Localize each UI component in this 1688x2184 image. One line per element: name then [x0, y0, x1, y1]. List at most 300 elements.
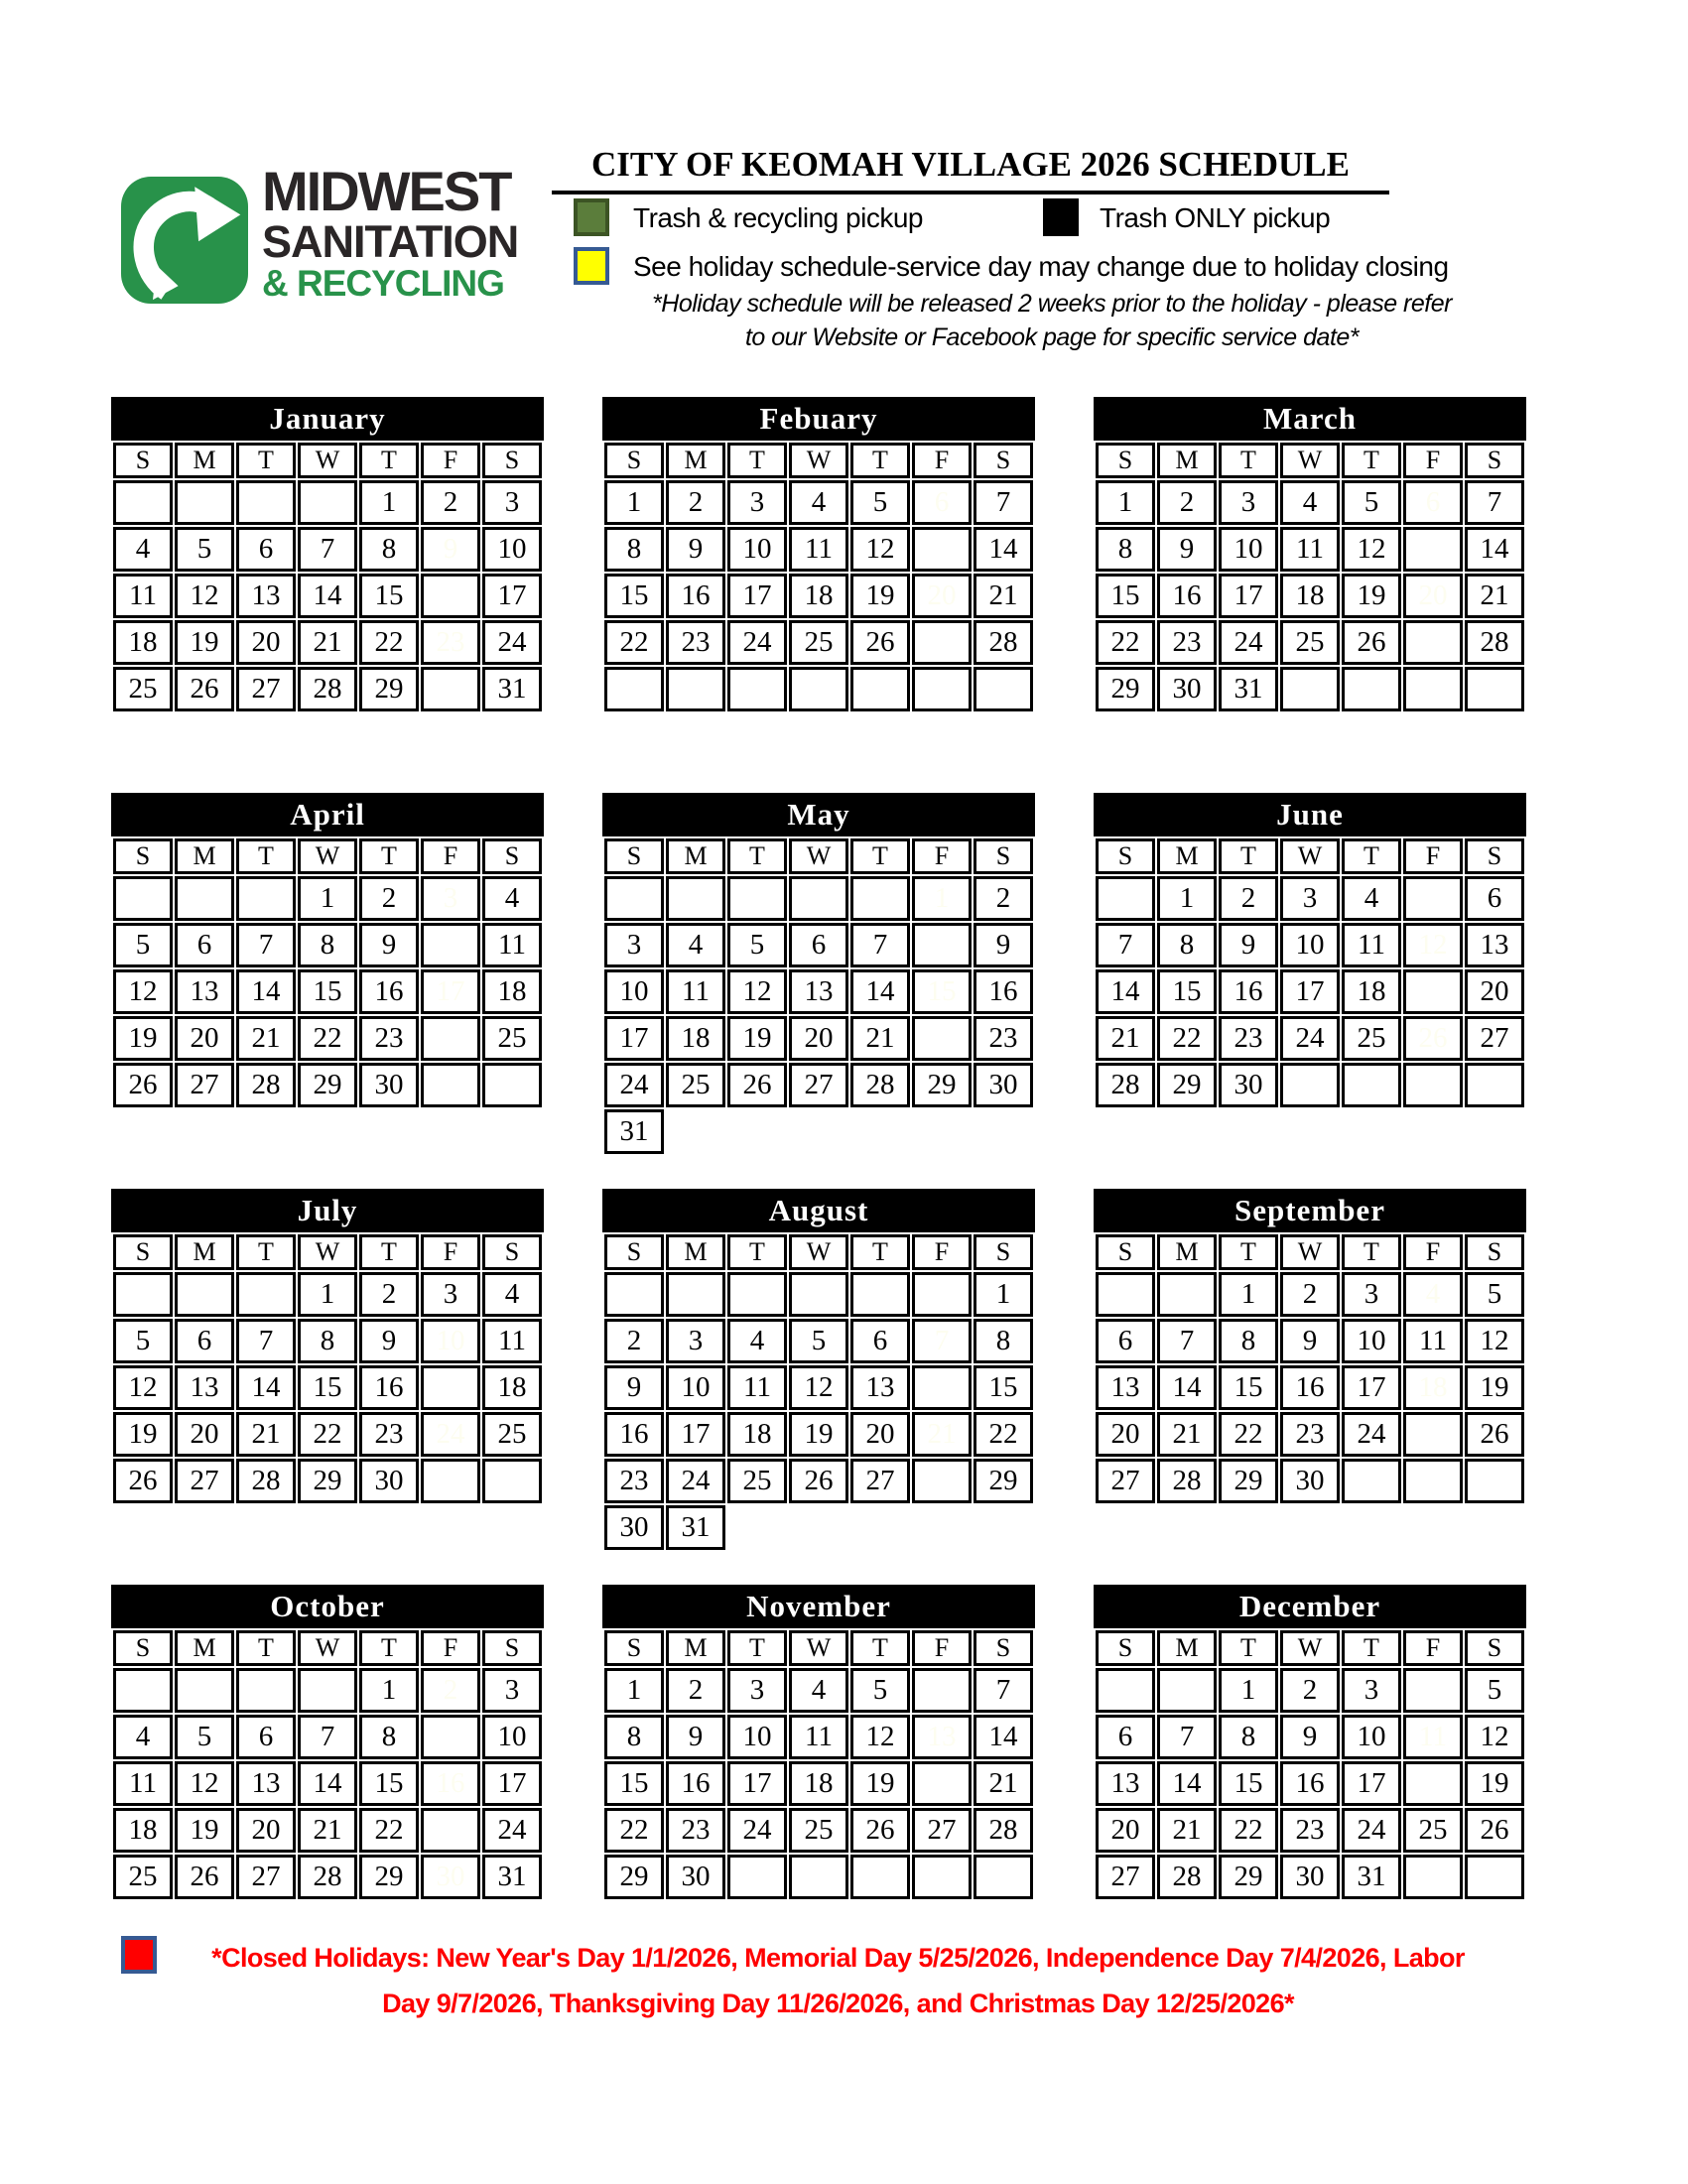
day-cell: 7 [974, 480, 1033, 525]
month-title: May [602, 793, 1035, 836]
weekday-letter: F [912, 1630, 972, 1666]
day-cell: 12 [727, 969, 787, 1014]
day-cell: 4 [727, 1319, 787, 1363]
day-cell: 9 [359, 1319, 419, 1363]
day-cell: 22 [359, 620, 419, 665]
day-cell: 15 [359, 1761, 419, 1806]
day-cell: 8 [604, 527, 664, 572]
weekday-letter: T [236, 838, 296, 874]
empty-cell [113, 876, 173, 921]
day-cell: 25 [1403, 1412, 1463, 1457]
month-grid [602, 441, 1035, 713]
day-cell: 28 [236, 1459, 296, 1503]
weekday-letter: T [236, 1630, 296, 1666]
day-cell: 16 [1280, 1761, 1340, 1806]
day-cell: 17 [482, 574, 542, 618]
day-cell: 18 [789, 1761, 848, 1806]
day-cell: 5 [850, 480, 910, 525]
day-cell: 3 [1342, 1668, 1401, 1713]
day-cell: 12 [1342, 527, 1401, 572]
day-cell: 25 [1403, 1808, 1463, 1853]
day-cell: 17 [421, 969, 480, 1014]
day-cell: 23 [974, 1016, 1033, 1061]
empty-cell [236, 876, 296, 921]
day-cell: 11 [789, 1715, 848, 1759]
day-cell: 10 [421, 923, 480, 967]
month-grid [111, 836, 544, 1109]
legend-green-swatch [574, 198, 609, 241]
weekday-letter: M [175, 443, 234, 478]
empty-cell [1280, 1063, 1340, 1107]
circular-arrow-icon [121, 177, 248, 304]
day-cell: 18 [727, 1412, 787, 1457]
month-title: January [111, 397, 544, 441]
holiday-note-line1: *Holiday schedule will be released 2 weeks prior to the holiday - please refer [652, 290, 1452, 318]
month-may [602, 793, 1035, 1156]
empty-cell [789, 876, 848, 921]
weekday-letter: T [359, 1630, 419, 1666]
day-cell: 14 [1157, 1761, 1217, 1806]
day-cell: 22 [298, 1016, 357, 1061]
legend-yellow-label: See holiday schedule-service day may change due to holiday closing [633, 251, 1449, 282]
month-grid [111, 441, 544, 713]
day-cell: 9 [421, 1715, 480, 1759]
day-cell: 29 [1219, 1855, 1278, 1899]
day-cell: 21 [1465, 574, 1524, 618]
month-title: November [602, 1585, 1035, 1628]
day-cell: 8 [298, 923, 357, 967]
day-cell: 10 [727, 527, 787, 572]
weekday-letter: T [1219, 838, 1278, 874]
day-cell: 14 [1096, 969, 1155, 1014]
weekday-letter: S [974, 1234, 1033, 1270]
empty-cell [850, 876, 910, 921]
trash-only-swatch [1043, 198, 1079, 236]
day-cell: 7 [974, 1668, 1033, 1713]
month-july [111, 1189, 544, 1505]
day-cell: 13 [1465, 923, 1524, 967]
weekday-letter: W [298, 1630, 357, 1666]
day-cell: 20 [1403, 574, 1463, 618]
empty-cell [727, 1272, 787, 1317]
weekday-letter: S [1096, 1630, 1155, 1666]
day-cell: 13 [912, 1715, 972, 1759]
day-cell: 6 [789, 923, 848, 967]
day-cell: 21 [298, 620, 357, 665]
weekday-letter: F [1403, 838, 1463, 874]
weekday-letter: S [113, 1630, 173, 1666]
empty-cell [1403, 1855, 1463, 1899]
day-cell: 26 [1465, 1808, 1524, 1853]
day-cell: 20 [1465, 969, 1524, 1014]
day-cell: 25 [482, 1412, 542, 1457]
empty-cell [666, 667, 725, 711]
day-cell: 26 [175, 1855, 234, 1899]
day-cell: 26 [113, 1063, 173, 1107]
weekday-letter: T [236, 1234, 296, 1270]
day-cell: 30 [666, 1855, 725, 1899]
day-cell: 25 [727, 1459, 787, 1503]
empty-cell [1465, 1459, 1524, 1503]
empty-cell [727, 667, 787, 711]
day-cell: 31 [604, 1109, 664, 1154]
day-cell: 5 [789, 1319, 848, 1363]
day-cell: 29 [359, 1855, 419, 1899]
day-cell: 3 [421, 1272, 480, 1317]
day-cell: 24 [1342, 1808, 1401, 1853]
month-september [1094, 1189, 1526, 1505]
day-cell: 27 [175, 1459, 234, 1503]
empty-cell [850, 1855, 910, 1899]
day-cell: 1 [1157, 876, 1217, 921]
day-cell: 14 [1465, 527, 1524, 572]
weekday-letter: S [482, 1234, 542, 1270]
weekday-letter: T [850, 443, 910, 478]
day-cell: 8 [359, 527, 419, 572]
holiday-note-line2: to our Website or Facebook page for specific service date* [744, 323, 1360, 351]
weekday-letter: F [912, 838, 972, 874]
day-cell: 23 [359, 1412, 419, 1457]
weekday-letter: T [727, 838, 787, 874]
day-cell: 20 [175, 1412, 234, 1457]
day-cell: 10 [727, 1715, 787, 1759]
day-cell: 11 [1342, 923, 1401, 967]
day-cell: 29 [359, 667, 419, 711]
weekday-letter: S [1465, 443, 1524, 478]
day-cell: 26 [850, 1808, 910, 1853]
day-cell: 4 [482, 1272, 542, 1317]
day-cell: 16 [666, 1761, 725, 1806]
empty-cell [912, 1272, 972, 1317]
logo-word-recycling: & RECYCLING [262, 263, 504, 304]
day-cell: 26 [113, 1459, 173, 1503]
day-cell: 1 [604, 1668, 664, 1713]
day-cell: 21 [1157, 1412, 1217, 1457]
day-cell: 2 [421, 480, 480, 525]
day-cell: 17 [1280, 969, 1340, 1014]
holiday-schedule-swatch [574, 247, 609, 285]
empty-cell [175, 1668, 234, 1713]
day-cell: 16 [666, 574, 725, 618]
month-january [111, 397, 544, 713]
day-cell: 22 [359, 1808, 419, 1853]
weekday-letter: W [1280, 1630, 1340, 1666]
day-cell: 19 [1465, 1761, 1524, 1806]
weekday-letter: W [789, 443, 848, 478]
day-cell: 20 [850, 1412, 910, 1457]
month-grid [1094, 441, 1526, 713]
empty-cell [236, 1668, 296, 1713]
day-cell: 25 [113, 1855, 173, 1899]
weekday-letter: T [359, 443, 419, 478]
weekday-letter: S [113, 443, 173, 478]
day-cell: 22 [604, 620, 664, 665]
empty-cell [1157, 1272, 1217, 1317]
day-cell: 8 [912, 923, 972, 967]
day-cell: 17 [1342, 1365, 1401, 1410]
day-cell: 16 [1219, 969, 1278, 1014]
day-cell: 1 [298, 1272, 357, 1317]
day-cell: 19 [1342, 574, 1401, 618]
day-cell: 6 [236, 527, 296, 572]
day-cell: 11 [113, 574, 173, 618]
weekday-letter: M [1157, 1630, 1217, 1666]
day-cell: 21 [298, 1808, 357, 1853]
day-cell: 27 [1096, 1855, 1155, 1899]
day-cell: 26 [175, 667, 234, 711]
day-cell: 30 [1280, 1459, 1340, 1503]
day-cell: 1 [359, 480, 419, 525]
month-grid [1094, 1232, 1526, 1505]
empty-cell [789, 1855, 848, 1899]
day-cell: 22 [1096, 620, 1155, 665]
weekday-letter: T [1219, 1630, 1278, 1666]
weekday-letter: T [727, 1630, 787, 1666]
day-cell: 21 [236, 1412, 296, 1457]
empty-cell [236, 1272, 296, 1317]
legend-green-label: Trash & recycling pickup [633, 202, 923, 233]
day-cell: 5 [113, 1319, 173, 1363]
empty-cell [1096, 1668, 1155, 1713]
day-cell: 18 [482, 1365, 542, 1410]
day-cell: 11 [113, 1761, 173, 1806]
day-cell: 30 [1157, 667, 1217, 711]
day-cell: 10 [1342, 1715, 1401, 1759]
day-cell: 9 [421, 527, 480, 572]
month-october [111, 1585, 544, 1901]
day-cell: 18 [1403, 1761, 1463, 1806]
empty-cell [789, 667, 848, 711]
weekday-letter: S [1465, 838, 1524, 874]
day-cell: 14 [236, 1365, 296, 1410]
day-cell: 29 [1219, 1459, 1278, 1503]
day-cell: 19 [113, 1412, 173, 1457]
empty-cell [666, 1272, 725, 1317]
empty-cell [236, 480, 296, 525]
day-cell: 15 [1157, 969, 1217, 1014]
day-cell: 10 [1342, 1319, 1401, 1363]
day-cell: 23 [421, 620, 480, 665]
weekday-letter: F [421, 443, 480, 478]
day-cell: 30 [604, 1505, 664, 1550]
empty-cell [298, 480, 357, 525]
day-cell: 17 [482, 1761, 542, 1806]
day-cell: 13 [1403, 527, 1463, 572]
logo-word-midwest: MIDWEST [262, 160, 511, 222]
weekday-letter: M [1157, 1234, 1217, 1270]
empty-cell [1403, 1063, 1463, 1107]
day-cell: 12 [1465, 1319, 1524, 1363]
day-cell: 17 [421, 1365, 480, 1410]
day-cell: 22 [1219, 1808, 1278, 1853]
day-cell: 25 [789, 1808, 848, 1853]
day-cell: 9 [359, 923, 419, 967]
weekday-letter: T [850, 838, 910, 874]
day-cell: 21 [850, 1016, 910, 1061]
day-cell: 6 [1096, 1319, 1155, 1363]
weekday-letter: T [1342, 1630, 1401, 1666]
day-cell: 6 [912, 480, 972, 525]
day-cell: 31 [1219, 667, 1278, 711]
weekday-letter: W [789, 838, 848, 874]
day-cell: 24 [482, 620, 542, 665]
day-cell: 3 [482, 1668, 542, 1713]
day-cell: 21 [912, 1412, 972, 1457]
day-cell: 23 [359, 1016, 419, 1061]
day-cell: 7 [1157, 1319, 1217, 1363]
empty-cell [974, 667, 1033, 711]
weekday-letter: S [604, 1234, 664, 1270]
empty-cell [727, 876, 787, 921]
day-cell: 7 [298, 1715, 357, 1759]
month-november [602, 1585, 1035, 1901]
day-cell: 23 [666, 1808, 725, 1853]
month-febuary [602, 397, 1035, 713]
day-cell: 6 [175, 1319, 234, 1363]
day-cell: 27 [789, 1063, 848, 1107]
day-cell: 16 [359, 1365, 419, 1410]
day-cell: 6 [1096, 1715, 1155, 1759]
day-cell: 2 [1280, 1272, 1340, 1317]
day-cell: 21 [236, 1016, 296, 1061]
day-cell: 23 [1280, 1808, 1340, 1853]
weekday-letter: S [1465, 1234, 1524, 1270]
day-cell: 24 [1219, 620, 1278, 665]
empty-cell [604, 876, 664, 921]
day-cell: 29 [912, 1063, 972, 1107]
weekday-letter: T [727, 1234, 787, 1270]
day-cell: 18 [113, 1808, 173, 1853]
weekday-letter: T [236, 443, 296, 478]
day-cell: 17 [666, 1412, 725, 1457]
weekday-letter: S [482, 838, 542, 874]
weekday-letter: W [298, 1234, 357, 1270]
day-cell: 13 [175, 969, 234, 1014]
month-april [111, 793, 544, 1109]
weekday-letter: W [789, 1234, 848, 1270]
day-cell: 25 [482, 1016, 542, 1061]
day-cell: 24 [421, 1016, 480, 1061]
month-title: April [111, 793, 544, 836]
day-cell: 3 [604, 923, 664, 967]
day-cell: 19 [850, 574, 910, 618]
month-grid [111, 1232, 544, 1505]
day-cell: 5 [727, 923, 787, 967]
day-cell: 2 [1219, 876, 1278, 921]
day-cell: 27 [1403, 620, 1463, 665]
weekday-letter: M [666, 1630, 725, 1666]
day-cell: 15 [298, 1365, 357, 1410]
day-cell: 3 [482, 480, 542, 525]
day-cell: 1 [359, 1668, 419, 1713]
day-cell: 16 [604, 1412, 664, 1457]
day-cell: 24 [604, 1063, 664, 1107]
day-cell: 3 [727, 1668, 787, 1713]
empty-cell [298, 1668, 357, 1713]
day-cell: 31 [1342, 1855, 1401, 1899]
weekday-letter: S [1465, 1630, 1524, 1666]
day-cell: 28 [1465, 620, 1524, 665]
day-cell: 11 [1403, 1715, 1463, 1759]
month-title: Febuary [602, 397, 1035, 441]
day-cell: 17 [727, 1761, 787, 1806]
day-cell: 19 [175, 1808, 234, 1853]
weekday-letter: T [359, 838, 419, 874]
day-cell: 24 [1342, 1412, 1401, 1457]
day-cell: 20 [236, 620, 296, 665]
day-cell: 1 [1219, 1272, 1278, 1317]
weekday-letter: F [421, 1234, 480, 1270]
weekday-letter: W [789, 1630, 848, 1666]
empty-cell [1342, 667, 1401, 711]
day-cell: 8 [359, 1715, 419, 1759]
weekday-letter: T [1342, 1234, 1401, 1270]
empty-cell [175, 876, 234, 921]
day-cell: 13 [236, 574, 296, 618]
day-cell: 18 [666, 1016, 725, 1061]
day-cell: 29 [1096, 667, 1155, 711]
weekday-letter: T [850, 1630, 910, 1666]
day-cell: 13 [1096, 1365, 1155, 1410]
empty-cell [175, 1272, 234, 1317]
weekday-letter: S [604, 443, 664, 478]
empty-cell [1465, 1855, 1524, 1899]
month-grid [602, 1628, 1035, 1901]
day-cell: 13 [912, 527, 972, 572]
month-title: October [111, 1585, 544, 1628]
day-cell: 28 [1157, 1459, 1217, 1503]
day-cell: 11 [727, 1365, 787, 1410]
day-cell: 30 [1280, 1855, 1340, 1899]
day-cell: 10 [666, 1365, 725, 1410]
day-cell: 9 [974, 923, 1033, 967]
weekday-letter: S [482, 1630, 542, 1666]
day-cell: 28 [236, 1063, 296, 1107]
month-grid [111, 1628, 544, 1901]
empty-cell [604, 1272, 664, 1317]
empty-cell [1280, 667, 1340, 711]
day-cell: 20 [912, 574, 972, 618]
day-cell: 8 [298, 1319, 357, 1363]
day-cell: 30 [1219, 1063, 1278, 1107]
day-cell: 30 [359, 1063, 419, 1107]
day-cell: 12 [850, 527, 910, 572]
day-cell: 17 [604, 1016, 664, 1061]
day-cell: 11 [789, 527, 848, 572]
empty-cell [727, 1855, 787, 1899]
day-cell: 28 [974, 620, 1033, 665]
day-cell: 20 [1096, 1808, 1155, 1853]
empty-cell [113, 1668, 173, 1713]
empty-cell [974, 1855, 1033, 1899]
weekday-letter: F [421, 1630, 480, 1666]
day-cell: 14 [850, 969, 910, 1014]
weekday-letter: T [1342, 838, 1401, 874]
month-june [1094, 793, 1526, 1109]
weekday-letter: S [974, 1630, 1033, 1666]
day-cell: 3 [727, 480, 787, 525]
day-cell: 15 [1219, 1761, 1278, 1806]
legend-yellow-swatch [574, 247, 609, 290]
weekday-letter: S [113, 838, 173, 874]
day-cell: 10 [1280, 923, 1340, 967]
day-cell: 12 [850, 1715, 910, 1759]
day-cell: 6 [236, 1715, 296, 1759]
month-december [1094, 1585, 1526, 1901]
day-cell: 6 [1403, 480, 1463, 525]
day-cell: 18 [1280, 574, 1340, 618]
empty-cell [421, 1063, 480, 1107]
